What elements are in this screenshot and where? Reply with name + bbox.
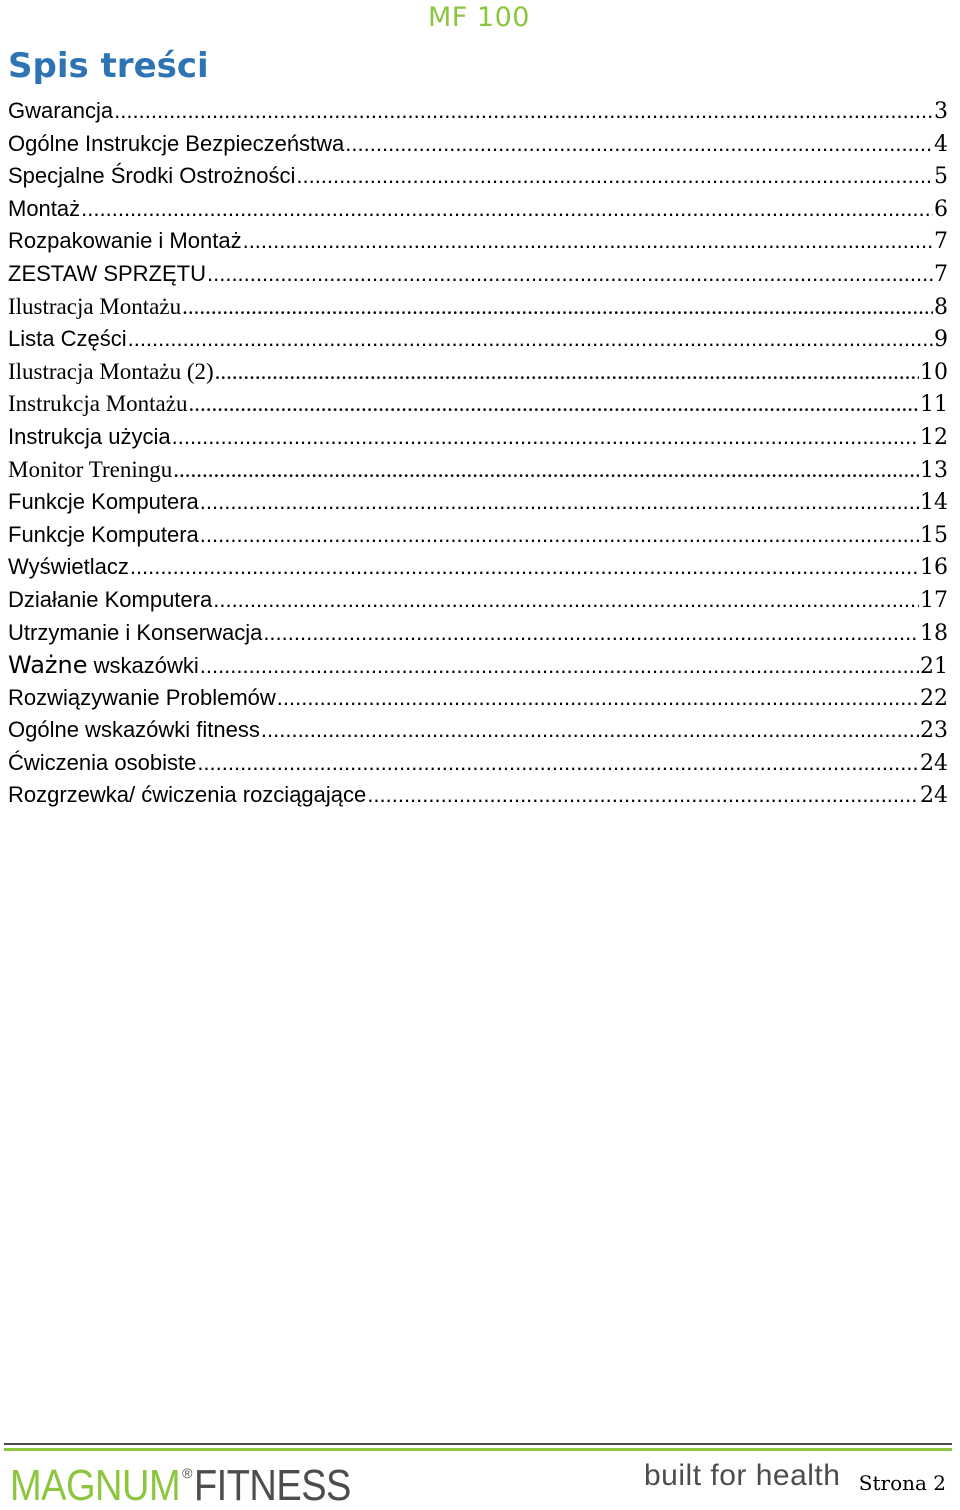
toc-leader <box>200 519 919 552</box>
toc-entry[interactable] <box>8 225 948 258</box>
page-footer <box>4 1443 952 1510</box>
toc-entry-label: Ogólne Instrukcje Bezpieczeństwa <box>8 130 345 156</box>
toc-entry[interactable] <box>8 714 948 747</box>
toc-entry-label: Utrzymanie i Konserwacja <box>8 619 263 645</box>
toc-entry-page: 24 <box>920 783 948 809</box>
toc-entry-page: 7 <box>934 261 948 287</box>
toc-entry[interactable] <box>8 193 948 226</box>
registered-mark: ® <box>182 1465 192 1481</box>
toc-entry-label <box>8 649 199 683</box>
toc-entry[interactable] <box>8 323 948 356</box>
toc-leader <box>215 356 919 389</box>
toc-leader <box>367 779 919 812</box>
toc-entry-page: 10 <box>920 359 948 385</box>
toc-entry-page: 11 <box>920 392 948 418</box>
toc-leader <box>128 323 933 356</box>
toc-entry-label: Wyświetlacz <box>8 554 129 580</box>
toc-entry-label: Działanie Komputera <box>8 586 213 612</box>
brand-slogan: built for health <box>644 1459 841 1492</box>
toc-entry-page: 23 <box>920 718 948 744</box>
toc-entry-label: Instrukcja użycia <box>8 423 171 449</box>
toc-leader <box>114 95 933 128</box>
toc-entry-label: Funkcje Komputera <box>8 489 199 515</box>
brand-logo <box>10 1453 351 1510</box>
brand-logo-fitness: FITNESS <box>193 1461 351 1510</box>
brand-logo-magnum: MAGNUM <box>10 1461 181 1510</box>
table-of-contents <box>8 95 948 812</box>
toc-leader <box>200 486 919 519</box>
toc-leader <box>197 747 919 780</box>
footer-accent-divider <box>4 1448 952 1451</box>
toc-entry-label: Ilustracja Montażu <box>8 293 182 319</box>
toc-leader <box>261 714 919 747</box>
toc-entry-label: Gwarancja <box>8 98 114 123</box>
toc-leader <box>130 551 919 584</box>
toc-entry-page: 13 <box>920 457 948 483</box>
toc-entry-page: 16 <box>920 555 948 581</box>
toc-entry-page: 14 <box>920 490 948 516</box>
toc-entry[interactable] <box>8 519 948 552</box>
toc-entry-label: Instrukcja Montażu <box>8 391 188 417</box>
toc-entry-page: 18 <box>920 620 948 646</box>
toc-title: Spis treści <box>8 46 209 86</box>
toc-entry[interactable] <box>8 649 948 682</box>
footer-divider <box>4 1443 952 1445</box>
toc-leader <box>81 193 933 226</box>
toc-entry-label: Lista Części <box>8 326 127 352</box>
toc-entry[interactable] <box>8 291 948 324</box>
toc-leader <box>188 388 919 421</box>
toc-entry-page: 15 <box>920 522 948 548</box>
toc-entry-label: Rozgrzewka/ ćwiczenia rozciągające <box>8 782 367 808</box>
toc-entry-label: Specjalne Środki Ostrożności <box>8 163 296 189</box>
document-model: MF 100 <box>428 2 530 33</box>
toc-leader <box>182 291 933 324</box>
toc-entry[interactable] <box>8 356 948 389</box>
toc-entry[interactable] <box>8 584 948 617</box>
toc-entry-page: 17 <box>920 587 948 613</box>
toc-entry-label: ZESTAW SPRZĘTU <box>8 260 206 286</box>
toc-entry-page: 9 <box>934 327 948 353</box>
toc-entry-page: 22 <box>920 685 948 711</box>
toc-entry-page: 12 <box>920 424 948 450</box>
toc-entry[interactable] <box>8 779 948 812</box>
toc-entry-label: Rozwiązywanie Problemów <box>8 684 276 710</box>
toc-entry-page: 4 <box>934 131 948 157</box>
toc-leader <box>345 128 933 161</box>
toc-entry-page: 8 <box>934 294 948 320</box>
toc-entry-label: Rozpakowanie i Montaż <box>8 228 242 254</box>
toc-entry[interactable] <box>8 551 948 584</box>
toc-leader <box>296 160 933 193</box>
toc-entry-label: Ilustracja Montażu (2) <box>8 358 214 384</box>
toc-leader <box>243 225 933 258</box>
toc-entry[interactable] <box>8 95 948 128</box>
toc-entry[interactable] <box>8 682 948 715</box>
toc-entry-label: Ogólne wskazówki fitness <box>8 717 260 743</box>
toc-entry-label-part: Ważne <box>8 651 88 680</box>
toc-entry-page: 6 <box>934 196 948 222</box>
toc-entry[interactable] <box>8 421 948 454</box>
toc-leader <box>263 617 919 650</box>
toc-entry[interactable] <box>8 486 948 519</box>
toc-entry[interactable] <box>8 388 948 421</box>
toc-leader <box>207 258 933 291</box>
toc-entry-page: 21 <box>920 654 948 680</box>
toc-leader <box>172 421 919 454</box>
toc-entry-label: Ćwiczenia osobiste <box>8 749 197 775</box>
toc-entry-page: 3 <box>934 99 948 124</box>
toc-entry-page: 7 <box>934 229 948 255</box>
toc-entry[interactable] <box>8 747 948 780</box>
toc-entry[interactable] <box>8 128 948 161</box>
toc-leader <box>173 454 919 487</box>
toc-leader <box>213 584 919 617</box>
toc-entry[interactable] <box>8 454 948 487</box>
toc-entry-label: Funkcje Komputera <box>8 521 199 547</box>
toc-entry[interactable] <box>8 617 948 650</box>
toc-entry-page: 5 <box>934 164 948 190</box>
toc-entry-label: Monitor Treningu <box>8 456 173 482</box>
toc-leader <box>200 650 919 683</box>
toc-entry[interactable] <box>8 160 948 193</box>
toc-entry-page: 24 <box>920 750 948 776</box>
toc-entry[interactable] <box>8 258 948 291</box>
toc-entry-label: Montaż <box>8 195 81 221</box>
toc-entry-label-part: wskazówki <box>87 653 199 679</box>
toc-leader <box>277 682 919 715</box>
page-number: Strona 2 <box>858 1471 946 1495</box>
